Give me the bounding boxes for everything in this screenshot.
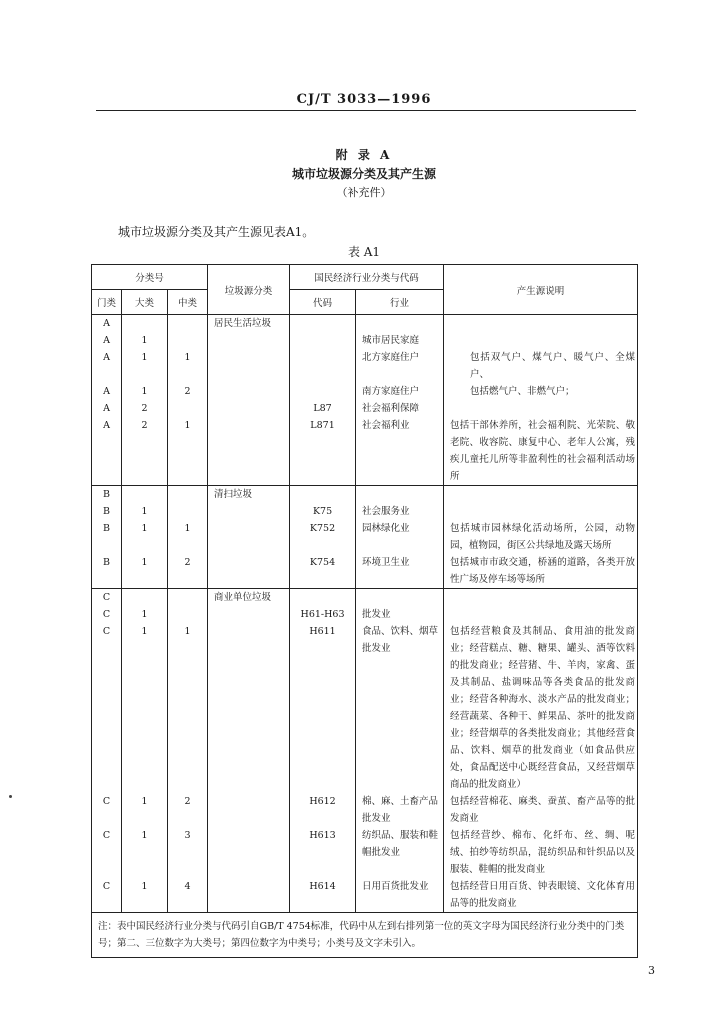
big-cell: 2 (122, 400, 168, 417)
big-cell: 1 (122, 623, 168, 793)
desc-cell: 包括城市园林绿化活动场所，公园，动物园，植物园，街区公共绿地及露天场所 (444, 520, 638, 554)
industry-cell: 社会福利业 (356, 417, 444, 486)
industry-cell: 食品、饮料、烟草批发业 (356, 623, 444, 793)
mid-cell (168, 400, 208, 417)
desc-cell: 包括经营粮食及其制品、食用油的批发商业；经营糕点、糖、糖果、罐头、酒等饮料的批发商业；经营猪、牛、羊肉，家禽、蛋及其制品、盐调味品等各类食品的批发商业；经营各种海水、淡水产品的批发商业；经营蔬菜、各种干、鲜果品、茶叶的批发商业；经营烟草的各类批发商业；其他经营食品、饮料、烟草的批发商业（如食品供应处，食品配送中心既经营食品，又经营烟草商品的批发商业） (444, 623, 638, 793)
desc-cell (444, 400, 638, 417)
door-cell: C (92, 793, 122, 827)
big-cell: 2 (122, 417, 168, 486)
group-b (92, 486, 638, 589)
desc-cell (444, 332, 638, 349)
mid-cell (168, 606, 208, 623)
source-cell (208, 417, 290, 486)
code-cell (290, 486, 356, 504)
table-row (92, 417, 638, 486)
big-cell: 1 (122, 520, 168, 554)
industry-cell: 城市居民家庭 (356, 332, 444, 349)
page-number: 3 (648, 964, 655, 977)
code-cell: H612 (290, 793, 356, 827)
big-cell (122, 589, 168, 607)
appendix-title: 附 录 A (335, 148, 393, 162)
big-cell: 1 (122, 827, 168, 878)
mid-cell: 1 (168, 520, 208, 554)
appendix-subtitle: 城市垃圾源分类及其产生源 (291, 167, 436, 181)
table-row (92, 332, 638, 349)
table-row (92, 878, 638, 913)
industry-cell: 南方家庭住户 (356, 383, 444, 400)
table-row (92, 827, 638, 878)
appendix-note: （补充件） (336, 186, 392, 199)
table-row (92, 623, 638, 793)
desc-cell: 包括经营日用百货、钟表眼镜、文化体育用品等的批发商业 (444, 878, 638, 913)
code-cell (290, 589, 356, 607)
desc-cell: 包括经营棉花、麻类、蚕茧、畜产品等的批发商业 (444, 793, 638, 827)
code-cell (290, 315, 356, 333)
industry-cell: 环境卫生业 (356, 554, 444, 589)
header-rule (96, 110, 636, 111)
table-caption: 表 A1 (347, 245, 381, 259)
header-class-number: 分类号 (92, 265, 208, 290)
code-cell: H613 (290, 827, 356, 878)
header-big: 大类 (122, 290, 168, 315)
header-code: 代码 (290, 290, 356, 315)
desc-cell (444, 589, 638, 607)
desc-cell (444, 315, 638, 333)
table-note: 注：表中国民经济行业分类与代码引自GB/T 4754标准，代码中从左到右排列第一位的英文字母为国民经济行业分类中的门类号；第二、三位数字为大类号；第四位数字为中类号；小类号及文字未引入。 (92, 913, 638, 958)
table-row (92, 503, 638, 520)
door-cell: B (92, 520, 122, 554)
mid-cell (168, 503, 208, 520)
table-row (92, 589, 638, 607)
source-cell (208, 793, 290, 827)
standard-number: CJ/T 3033—1996 (296, 92, 432, 107)
desc-cell (444, 503, 638, 520)
source-cell (208, 827, 290, 878)
table-row (92, 606, 638, 623)
mid-cell (168, 589, 208, 607)
mid-cell: 1 (168, 623, 208, 793)
code-cell: K754 (290, 554, 356, 589)
mid-cell: 2 (168, 554, 208, 589)
industry-cell (356, 589, 444, 607)
desc-cell (444, 486, 638, 504)
door-cell: C (92, 589, 122, 607)
table-row (92, 486, 638, 504)
code-cell: K75 (290, 503, 356, 520)
mid-cell: 2 (168, 383, 208, 400)
source-cell (208, 623, 290, 793)
door-cell: B (92, 503, 122, 520)
classification-table (91, 264, 638, 958)
mid-cell: 2 (168, 793, 208, 827)
door-cell: A (92, 400, 122, 417)
source-cell: 商业单位垃圾 (208, 589, 290, 607)
desc-cell: 包括经营纱、棉布、化纤布、丝、绸、呢绒、拍纱等纺织品，混纺织品和针织品以及服装、鞋帽的批发商业 (444, 827, 638, 878)
source-cell (208, 332, 290, 349)
table-row (92, 315, 638, 333)
industry-cell: 棉、麻、土畜产品批发业 (356, 793, 444, 827)
code-cell: K752 (290, 520, 356, 554)
mid-cell: 3 (168, 827, 208, 878)
source-cell (208, 878, 290, 913)
big-cell: 1 (122, 332, 168, 349)
source-cell (208, 349, 290, 383)
mid-cell: 1 (168, 417, 208, 486)
code-cell: L87 (290, 400, 356, 417)
industry-cell: 纺织品、服装和鞋帽批发业 (356, 827, 444, 878)
mid-cell (168, 332, 208, 349)
group-a (92, 315, 638, 486)
source-cell (208, 606, 290, 623)
door-cell: C (92, 878, 122, 913)
header-industry: 行业 (356, 290, 444, 315)
desc-cell: 包括干部休养所，社会福利院、光荣院、敬老院、收容院、康复中心、老年人公寓，残疾儿童托儿所等非盈利性的社会福利活动场所 (444, 417, 638, 486)
code-cell: H614 (290, 878, 356, 913)
big-cell: 1 (122, 793, 168, 827)
source-cell (208, 400, 290, 417)
big-cell (122, 486, 168, 504)
header-mid: 中类 (168, 290, 208, 315)
header-industry-group: 国民经济行业分类与代码 (290, 265, 444, 290)
door-cell: C (92, 606, 122, 623)
desc-cell: 包括燃气户、非燃气户； (444, 383, 638, 400)
industry-cell (356, 486, 444, 504)
source-cell: 居民生活垃圾 (208, 315, 290, 333)
header-description: 产生源说明 (444, 265, 638, 315)
group-c (92, 589, 638, 913)
mid-cell: 1 (168, 349, 208, 383)
table-row (92, 793, 638, 827)
code-cell: H611 (290, 623, 356, 793)
mid-cell (168, 315, 208, 333)
source-cell: 清扫垃圾 (208, 486, 290, 504)
industry-cell: 日用百货批发业 (356, 878, 444, 913)
industry-cell: 社会福利保障 (356, 400, 444, 417)
desc-cell: 包括双气户、煤气户、暖气户、全煤户、 (444, 349, 638, 383)
door-cell: C (92, 827, 122, 878)
industry-cell: 园林绿化业 (356, 520, 444, 554)
code-cell: H61-H63 (290, 606, 356, 623)
desc-cell: 包括城市市政交通，桥涵的道路，各类开放性广场及停车场等场所 (444, 554, 638, 589)
mid-cell (168, 486, 208, 504)
table-row (92, 400, 638, 417)
intro-paragraph: 城市垃圾源分类及其产生源见表A1。 (118, 225, 315, 239)
code-cell (290, 332, 356, 349)
door-cell: B (92, 486, 122, 504)
table-row (92, 349, 638, 383)
code-cell (290, 383, 356, 400)
desc-cell (444, 606, 638, 623)
door-cell: A (92, 383, 122, 400)
source-cell (208, 503, 290, 520)
door-cell: B (92, 554, 122, 589)
scan-speck (9, 795, 12, 798)
door-cell: A (92, 349, 122, 383)
big-cell: 1 (122, 383, 168, 400)
door-cell: A (92, 332, 122, 349)
table-row (92, 520, 638, 554)
table-row (92, 554, 638, 589)
door-cell: C (92, 623, 122, 793)
header-source-type: 垃圾源分类 (208, 265, 290, 315)
door-cell: A (92, 417, 122, 486)
source-cell (208, 520, 290, 554)
code-cell: L871 (290, 417, 356, 486)
industry-cell (356, 315, 444, 333)
industry-cell: 批发业 (356, 606, 444, 623)
big-cell: 1 (122, 349, 168, 383)
big-cell (122, 315, 168, 333)
door-cell: A (92, 315, 122, 333)
big-cell: 1 (122, 606, 168, 623)
big-cell: 1 (122, 503, 168, 520)
table-row (92, 383, 638, 400)
industry-cell: 北方家庭住户 (356, 349, 444, 383)
source-cell (208, 383, 290, 400)
header-door: 门类 (92, 290, 122, 315)
mid-cell: 4 (168, 878, 208, 913)
big-cell: 1 (122, 554, 168, 589)
source-cell (208, 554, 290, 589)
big-cell: 1 (122, 878, 168, 913)
code-cell (290, 349, 356, 383)
industry-cell: 社会服务业 (356, 503, 444, 520)
